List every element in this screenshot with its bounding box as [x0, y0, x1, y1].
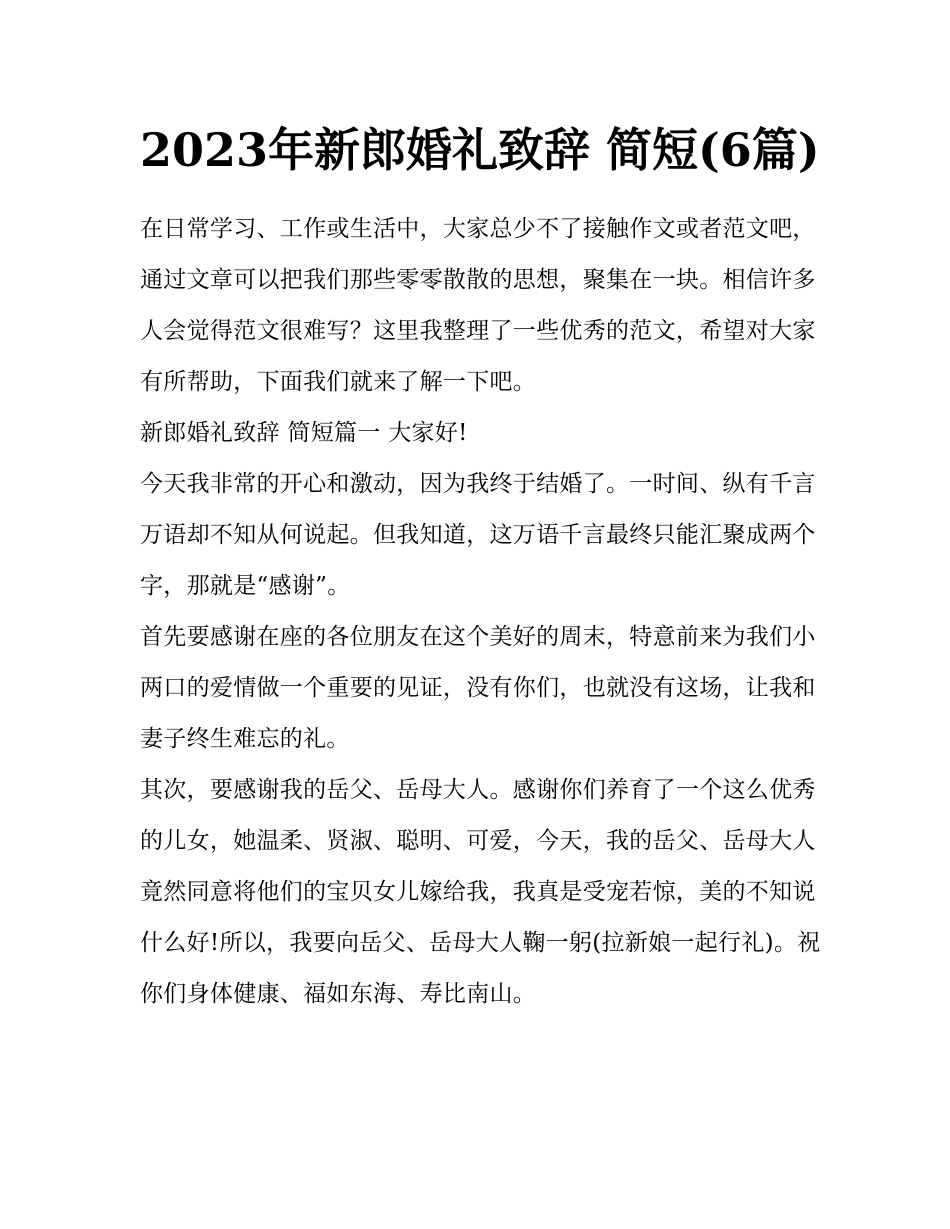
body-paragraph-friends: 首先要感谢在座的各位朋友在这个美好的周末，特意前来为我们小两口的爱情做一个重要的见证，没有你们，也就没有这场，让我和妻子终生难忘的礼。 — [140, 624, 816, 752]
document-body — [140, 112, 830, 1020]
document-title: 2023年新郎婚礼致辞 简短(6篇) — [140, 123, 820, 177]
intro-paragraph: 在日常学习、工作或生活中，大家总少不了接触作文或者范文吧，通过文章可以把我们那些零零散散的思想，聚集在一块。相信许多人会觉得范文很难写？这里我整理了一些优秀的范文，希望对大家有所帮助，下面我们就来了解一下吧。 — [140, 216, 816, 395]
title-spacer — [140, 188, 830, 204]
body-paragraph-gratitude: 今天我非常的开心和激动，因为我终于结婚了。一时间、纵有千言万语却不知从何说起。但我知道，这万语千言最终只能汇聚成两个字，那就是“感谢”。 — [140, 471, 816, 599]
body-paragraph-parents-in-law: 其次，要感谢我的岳父、岳母大人。感谢你们养育了一个这么优秀的儿女，她温柔、贤淑、聪明、可爱，今天，我的岳父、岳母大人竟然同意将他们的宝贝女儿嫁给我，我真是受宠若惊，美的不知说什么好!所以，我要向岳父、岳母大人鞠一躬(拉新娘一起行礼)。祝你们身体健康、福如东海、寿比南山。 — [140, 777, 821, 1007]
section-heading-paragraph: 新郎婚礼致辞 简短篇一 大家好! — [140, 420, 468, 446]
